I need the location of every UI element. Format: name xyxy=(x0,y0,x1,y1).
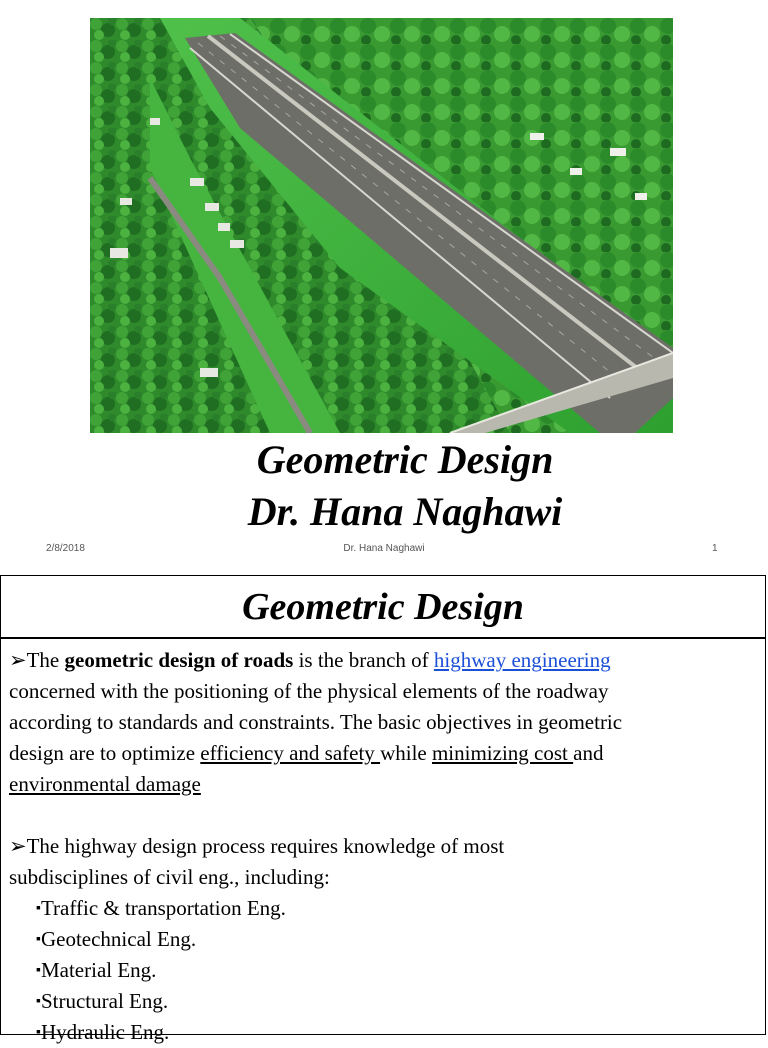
text: is the branch of xyxy=(293,648,434,672)
slide1-author: Dr. Hana Naghawi xyxy=(247,489,563,534)
highway-engineering-link[interactable]: highway engineering xyxy=(433,648,611,672)
list-item-text: Traffic & transportation Eng. xyxy=(40,896,286,920)
list-item xyxy=(9,955,765,986)
list-item-text: Material Eng. xyxy=(40,958,157,982)
square-bullet-icon: ▪ xyxy=(36,1025,41,1040)
slide2-body xyxy=(1,639,765,1048)
text: design are to optimize xyxy=(9,741,201,765)
list-item xyxy=(9,986,765,1017)
underlined-efficiency: efficiency and safety xyxy=(200,741,381,765)
square-bullet-icon: ▪ xyxy=(36,932,41,947)
slide2-title: Geometric Design xyxy=(1,576,765,639)
square-bullet-icon: ▪ xyxy=(36,901,41,916)
square-bullet-icon: ▪ xyxy=(36,994,41,1009)
underlined-environment: environmental damage xyxy=(9,772,201,796)
paragraph-definition xyxy=(9,645,765,800)
text: subdisciplines of civil eng., including: xyxy=(9,865,330,889)
paragraph-process xyxy=(9,831,765,893)
square-bullet-icon: ▪ xyxy=(36,963,41,978)
footer-date: 2/8/2018 xyxy=(46,543,85,554)
list-item xyxy=(9,924,765,955)
arrow-bullet-icon: ➢ xyxy=(9,648,27,672)
list-item-text: Structural Eng. xyxy=(40,989,169,1013)
footer-author: Dr. Hana Naghawi xyxy=(343,543,425,554)
text: and xyxy=(573,741,604,765)
text: The highway design process requires knowledge of most xyxy=(26,834,505,858)
list-item xyxy=(9,893,765,924)
list-item-text: Geotechnical Eng. xyxy=(40,927,197,951)
text: The xyxy=(26,648,65,672)
list-item-text: Hydraulic Eng. xyxy=(40,1020,170,1044)
underlined-cost: minimizing cost xyxy=(431,741,574,765)
list-item xyxy=(9,1017,765,1048)
arrow-bullet-icon: ➢ xyxy=(9,834,27,858)
content-slide xyxy=(0,575,766,1044)
text: concerned with the positioning of the physical elements of the roadway xyxy=(9,679,609,703)
highway-aerial-photo xyxy=(90,18,673,433)
subdisciplines-list xyxy=(9,893,765,1048)
bold-term: geometric design of roads xyxy=(64,648,294,672)
footer-page-number: 1 xyxy=(712,543,718,554)
text: while xyxy=(380,741,432,765)
slide1-title: Geometric Design xyxy=(256,437,554,482)
text: according to standards and constraints. The basic objectives in geometric xyxy=(9,710,623,734)
